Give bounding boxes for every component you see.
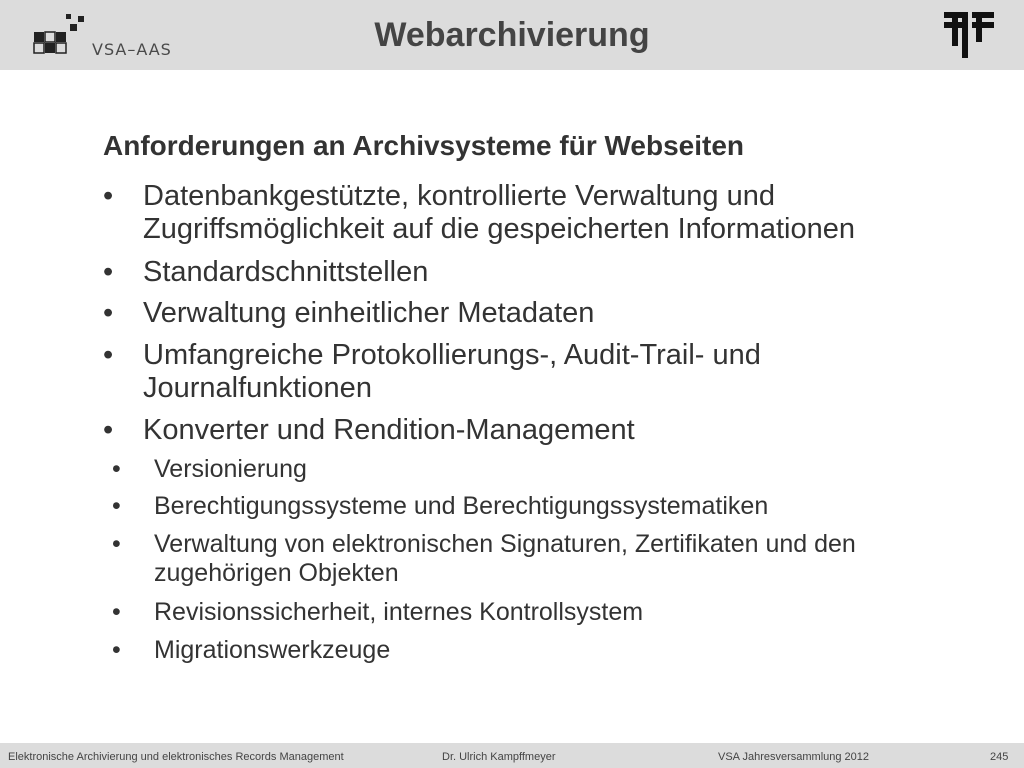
footer-left-text: Elektronische Archivierung und elektronisches Records Management [8,751,344,763]
bullet-text: Versionierung [154,455,307,483]
footer-event: VSA Jahresversammlung 2012 [718,751,870,763]
page-number: 245 [990,751,1009,763]
footer-author: Dr. Ulrich Kampffmeyer [442,751,556,763]
bullet-dot: • [103,297,114,329]
bullet-text: Standardschnittstellen [143,256,429,288]
bullet-dot: • [112,530,121,558]
slide-subtitle: Anforderungen an Archivsysteme für Webseiten [103,130,745,161]
bullet-text: Revisionssicherheit, internes Kontrollsystem [154,598,644,626]
bullet-text: Verwaltung von elektronischen Signaturen, Zertifikaten und den zugehörigen Objekten [154,530,856,587]
footer-bar [0,743,1024,768]
bullet-dot: • [103,180,114,212]
bullet-text: Konverter und Rendition-Management [143,414,635,446]
bullet-dot: • [112,492,121,520]
slide-title: Webarchivierung [374,16,650,54]
bullet-text: Datenbankgestützte, kontrollierte Verwaltung und Zugriffsmöglichkeit auf die gespeicherten Informationen [143,180,855,245]
bullet-dot: • [103,414,114,446]
bullet-dot: • [103,339,114,371]
bullet-dot: • [112,455,121,483]
bullet-dot: • [112,598,121,626]
vsa-aas-logo-text: VSA–AAS [92,40,172,59]
bullet-dot: • [112,636,121,664]
bullet-text: Migrationswerkzeuge [154,636,391,664]
bullet-text: Umfangreiche Protokollierungs-, Audit-Trail- und Journalfunktionen [143,339,761,404]
bullet-text: Berechtigungssysteme und Berechtigungssystematiken [154,492,769,520]
bullet-dot: • [103,256,114,288]
bullet-text: Verwaltung einheitlicher Metadaten [143,297,595,329]
